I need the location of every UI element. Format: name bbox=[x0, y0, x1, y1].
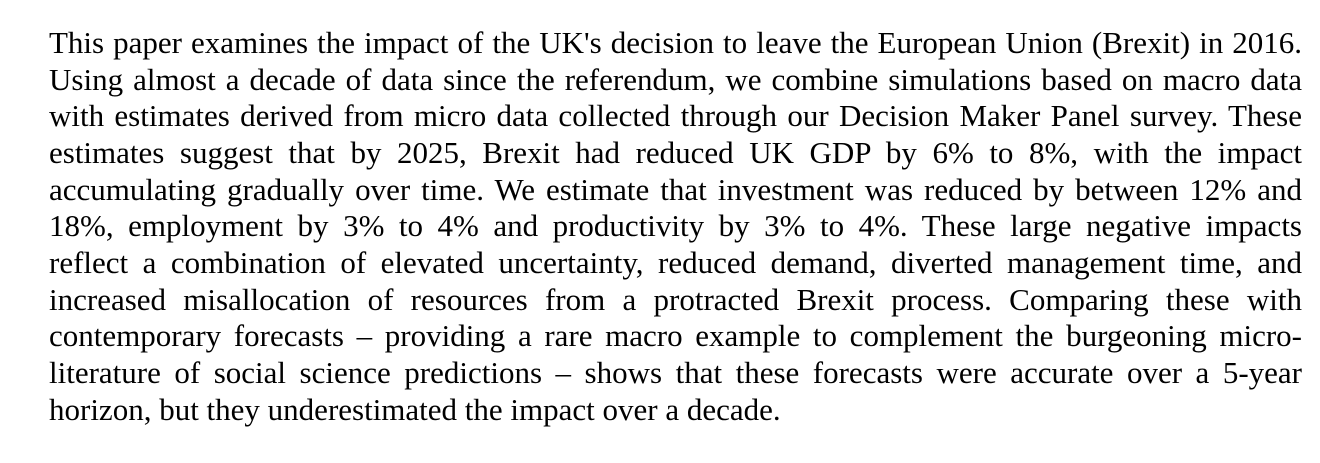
abstract-line-5: accumulating gradually over time. We estimate that investment was reduced by between 12% and bbox=[49, 171, 1302, 207]
abstract-line-7: reflect a combination of elevated uncertainty, reduced demand, diverted management time, and bbox=[49, 244, 1302, 280]
abstract-line-2: Using almost a decade of data since the referendum, we combine simulations based on macro data bbox=[49, 61, 1302, 97]
abstract-line-9: contemporary forecasts – providing a rare macro example to complement the burgeoning micro- bbox=[49, 318, 1302, 354]
abstract-line-8: increased misallocation of resources from a protracted Brexit process. Comparing these with bbox=[49, 281, 1302, 317]
abstract-line-1: This paper examines the impact of the UK's decision to leave the European Union (Brexit) in 2016. bbox=[49, 25, 1302, 60]
abstract-paragraph bbox=[49, 25, 1302, 428]
abstract-line-3: with estimates derived from micro data collected through our Decision Maker Panel survey. These bbox=[49, 98, 1302, 134]
abstract-line-11: horizon, but they underestimated the impact over a decade. bbox=[49, 391, 781, 427]
abstract-line-4: estimates suggest that by 2025, Brexit had reduced UK GDP by 6% to 8%, with the impact bbox=[49, 134, 1302, 170]
abstract-line-10: literature of social science predictions – shows that these forecasts were accurate over a 5-year bbox=[49, 354, 1302, 390]
abstract-line-6: 18%, employment by 3% to 4% and productivity by 3% to 4%. These large negative impacts bbox=[49, 208, 1302, 244]
